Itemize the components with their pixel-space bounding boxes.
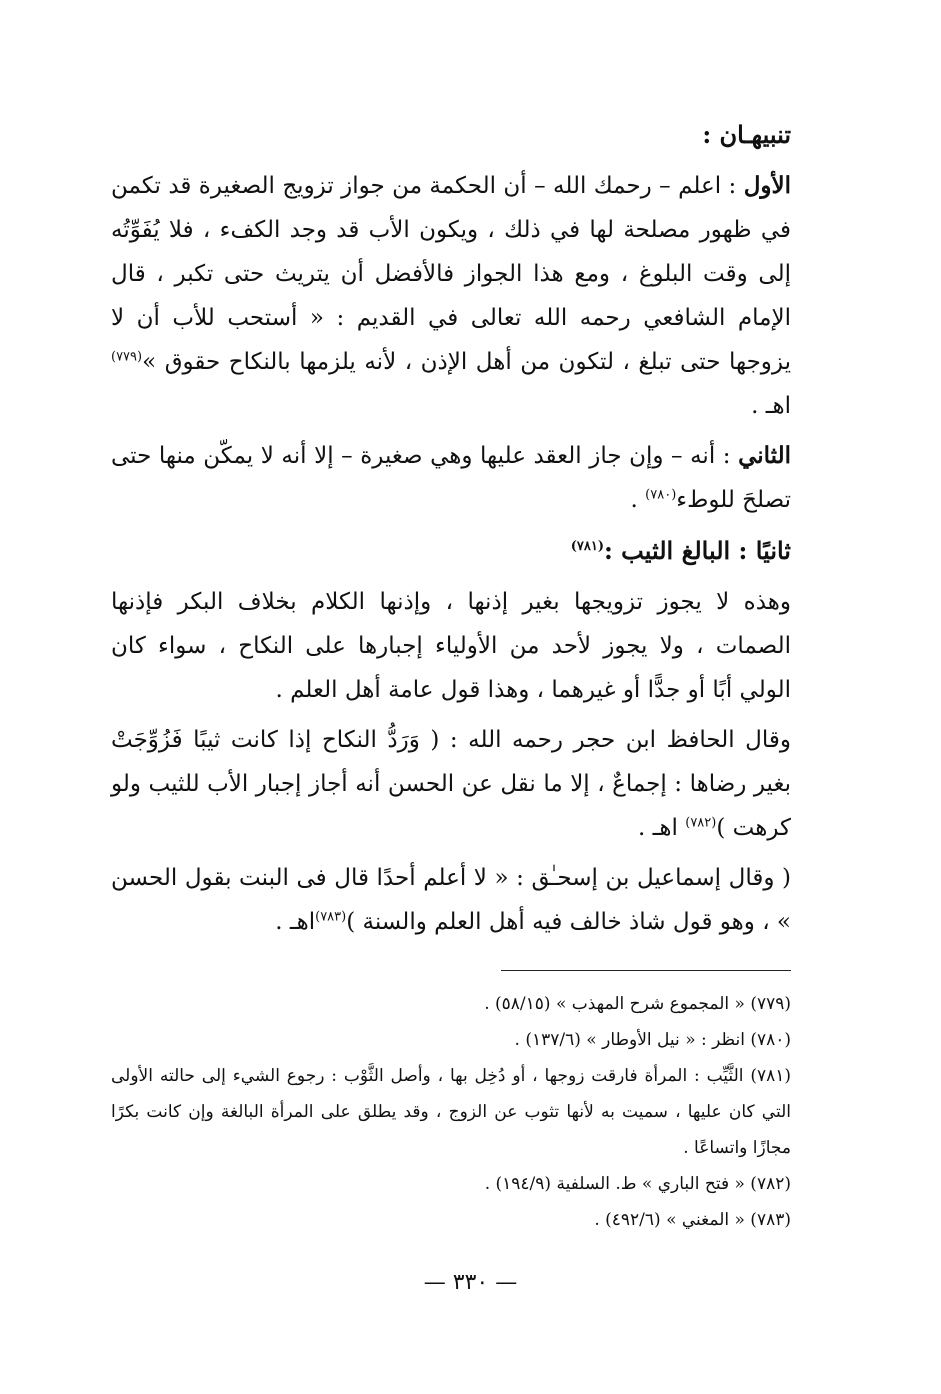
second-note-lead: الثاني xyxy=(738,442,792,469)
section-2-title-text: ثانيًا : البالغ الثيب : xyxy=(603,536,791,565)
footnote-783: (٧٨٣) « المغني » (٤٩٢/٦) . xyxy=(594,1210,791,1230)
paragraph-3: وهذه لا يجوز تزويجها بغير إذنها ، وإذنها الكلام بخلاف البكر فإذنها الصمات ، ولا يجوز لأحد من الأولياء إجبارها على النكاح ، سواء كان الولي أبًا أو جدًّا أو غيرهما ، وهذا قول عامة أهل العلم . xyxy=(111,589,791,703)
footnote-divider xyxy=(501,970,791,971)
footnote-779: (٧٧٩) « المجموع شرح المهذب » (٥٨/١٥) . xyxy=(484,994,791,1014)
paragraph-5-text: ( وقال إسماعيل بن إسحـٰق : « لا أعلم أحدًا قال فى البنت بقول الحسن » ، وهو قول شاذ خالف فيه أهل العلم والسنة ) xyxy=(111,865,791,935)
section-2-title xyxy=(111,528,791,574)
footnote-ref-779: (٧٧٩) xyxy=(111,349,143,365)
paragraph-4-text: وقال الحافظ ابن حجر رحمه الله : ( وَرَدُّ النكاح إذا كانت ثيبًا فَزُوِّجَتْ بغير رضاها : إجماعٌ ، إلا ما نقل عن الحسن أنه أجاز إجبار الأب للثيب ولو كرهت ) xyxy=(111,727,791,841)
footnote-ref-783: (٧٨٣) xyxy=(315,909,347,925)
paragraph-4-end: اهـ . xyxy=(638,815,686,841)
footnote-780: (٧٨٠) انظر : « نيل الأوطار » (١٣٧/٦) . xyxy=(514,1030,791,1050)
paragraph-5-end: اهـ . xyxy=(275,909,316,935)
paragraph-5 xyxy=(111,856,791,944)
section-heading: تنبيهـان : xyxy=(702,120,791,149)
paragraph-first-note xyxy=(111,164,791,428)
footnotes xyxy=(111,986,791,1238)
first-note-end: اهـ . xyxy=(751,393,791,419)
first-note-text: : اعلم – رحمك الله – أن الحكمة من جواز تزويج الصغيرة قد تكمن في ظهور مصلحة لها في ذلك ، ويكون الأب قد وجد الكفء ، فلا يُفَوِّتُه إلى وقت البلوغ ، ومع هذا الجواز فالأفضل أن يتريث حتى تكبر ، قال الإمام الشافعي رحمه الله تعالى في القديم : « أستحب للأب أن لا يزوجها حتى تبلغ ، لتكون من أهل الإذن ، لأنه يلزمها بالنكاح حقوق » xyxy=(111,173,791,375)
footnote-ref-780: (٧٨٠) xyxy=(645,487,677,503)
second-note-text: : أنه – وإن جاز العقد عليها وهي صغيرة – إلا أنه لا يمكّن منها حتى تصلحَ للوطء xyxy=(111,443,791,513)
paragraph-4 xyxy=(111,718,791,850)
page-number: — ٣٣٠ — xyxy=(423,1270,518,1295)
second-note-end: . xyxy=(630,487,646,513)
footnote-781: (٧٨١) الثَّيِّب : المرأة فارقت زوجها ، أو دُخِل بها ، وأصل الثَّوْب : رجوع الشيء إلى حالته الأولى التي كان عليها ، سميت به لأنها تثوب عن الزوج ، وقد يطلق على المرأة البالغة وإن كانت بكرًا مجازًا واتساعًا . xyxy=(111,1066,791,1158)
footnote-ref-781: (٧٨١) xyxy=(570,539,604,554)
paragraph-second-note xyxy=(111,434,791,522)
body-text xyxy=(111,112,791,950)
footnote-ref-782: (٧٨٢) xyxy=(685,815,717,831)
footnote-782: (٧٨٢) « فتح الباري » ط. السلفية (١٩٤/٩) . xyxy=(484,1174,791,1194)
first-note-lead: الأول xyxy=(743,172,792,199)
